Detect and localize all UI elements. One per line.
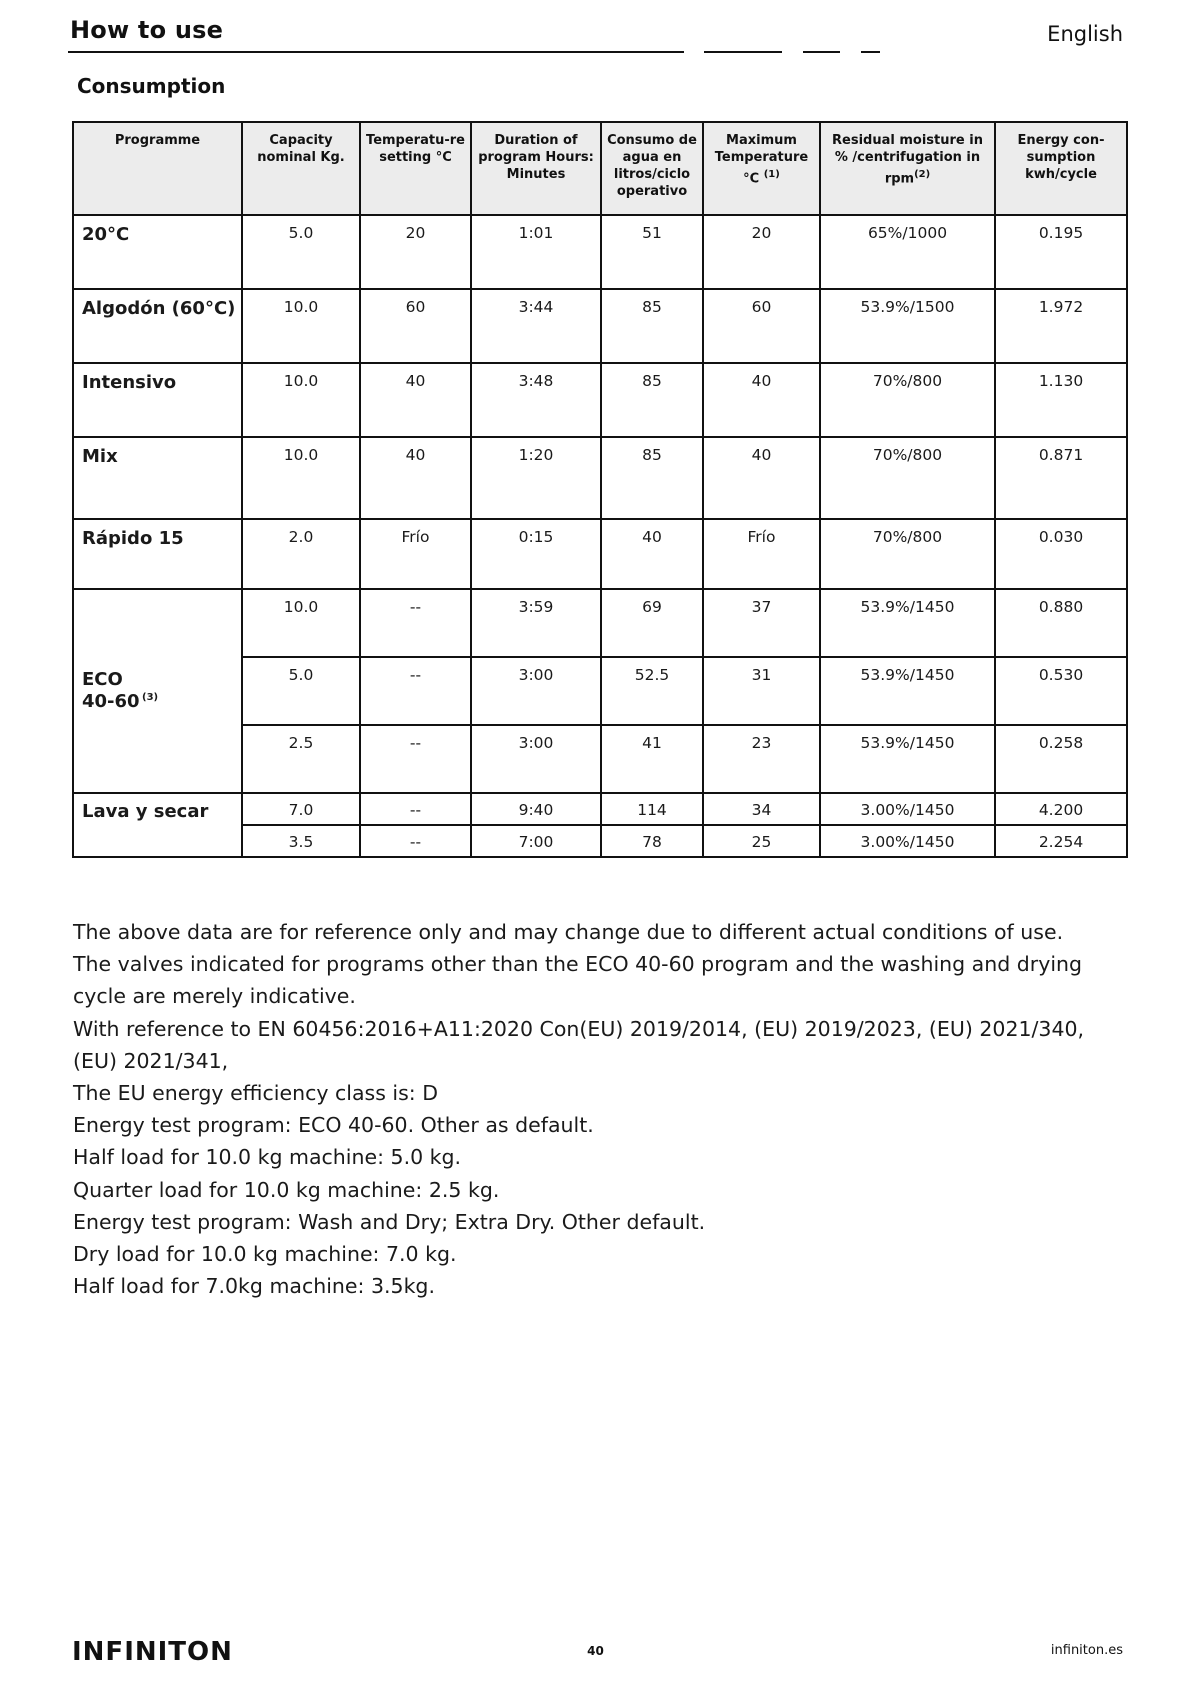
program-name: Intensivo	[73, 363, 242, 437]
table-cell: 0:15	[471, 519, 601, 589]
table-cell: 40	[703, 363, 820, 437]
header-max-temperature: Maximum Temperature °C $^{(1)}$	[703, 122, 820, 215]
table-cell: 31	[703, 657, 820, 725]
table-row	[73, 289, 1127, 363]
note-line: The valves indicated for programs other than the ECO 40-60 program and the washing and drying cycle are merely indicative.	[73, 952, 1083, 1009]
table-cell: 70%/800	[820, 437, 995, 519]
table-cell: 25	[703, 825, 820, 857]
program-name: Mix	[73, 437, 242, 519]
table-cell: 3:00	[471, 725, 601, 793]
program-name: ECO 40-60 $^{(3)}$	[73, 589, 242, 793]
table-row	[73, 437, 1127, 519]
table-cell: 3:48	[471, 363, 601, 437]
table-header-row	[73, 122, 1127, 215]
table-cell: 53.9%/1500	[820, 289, 995, 363]
language-label: English	[1047, 22, 1123, 46]
table-cell: 20	[360, 215, 471, 289]
table-cell: 23	[703, 725, 820, 793]
header-duration: Duration of program Hours: Minutes	[471, 122, 601, 215]
table-cell: 3:00	[471, 657, 601, 725]
table-cell: 60	[703, 289, 820, 363]
table-cell: 78	[601, 825, 703, 857]
header-residual-moisture: Residual moisture in % /centrifugation in rpm$^{(2)}$	[820, 122, 995, 215]
table-cell: 85	[601, 437, 703, 519]
note-line: The above data are for reference only and may change due to different actual conditions of use.	[73, 920, 1064, 944]
table-cell: 114	[601, 793, 703, 825]
table-cell: 40	[601, 519, 703, 589]
program-name: Rápido 15	[73, 519, 242, 589]
table-cell: 69	[601, 589, 703, 657]
table-cell: 1.972	[995, 289, 1127, 363]
table-cell: 3:44	[471, 289, 601, 363]
note-line: Quarter load for 10.0 kg machine: 2.5 kg.	[73, 1177, 500, 1202]
table-cell: 5.0	[242, 215, 360, 289]
table-cell: 0.530	[995, 657, 1127, 725]
table-cell: 0.880	[995, 589, 1127, 657]
table-cell: 7:00	[471, 825, 601, 857]
note-line: Energy test program: ECO 40-60. Other as default.	[73, 1113, 594, 1138]
table-row	[73, 519, 1127, 589]
header-water-consumption: Consumo de agua en litros/ciclo operativo	[601, 122, 703, 215]
table-cell: 10.0	[242, 363, 360, 437]
table-cell: 60	[360, 289, 471, 363]
table-cell: 70%/800	[820, 519, 995, 589]
table-cell: --	[360, 589, 471, 657]
footnote-marker: (3)	[142, 692, 159, 703]
table-cell: Frío	[703, 519, 820, 589]
note-line: Dry load for 10.0 kg machine: 7.0 kg.	[73, 1242, 457, 1267]
footnote-marker: (1)	[763, 169, 780, 180]
note-line: Energy test program: Wash and Dry; Extra Dry. Other default.	[73, 1209, 706, 1234]
table-cell: 1:20	[471, 437, 601, 519]
table-cell: 40	[360, 437, 471, 519]
website-link[interactable]: infiniton.es	[1050, 1643, 1123, 1658]
table-cell: 3.00%/1450	[820, 793, 995, 825]
table-row	[73, 589, 1127, 657]
header-rule-segment	[861, 51, 880, 53]
note-line: Half load for 10.0 kg machine: 5.0 kg.	[73, 1145, 462, 1170]
section-title: Consumption	[77, 74, 226, 98]
table-cell: 65%/1000	[820, 215, 995, 289]
table-cell: 2.254	[995, 825, 1127, 857]
table-cell: 41	[601, 725, 703, 793]
table-cell: 52.5	[601, 657, 703, 725]
page-number: 40	[587, 1644, 604, 1658]
table-cell: 2.5	[242, 725, 360, 793]
table-cell: 10.0	[242, 289, 360, 363]
header-rule	[68, 51, 684, 53]
table-cell: 53.9%/1450	[820, 725, 995, 793]
table-cell: 51	[601, 215, 703, 289]
table-cell: 0.871	[995, 437, 1127, 519]
header-capacity: Capacity nominal Kg.	[242, 122, 360, 215]
table-cell: 53.9%/1450	[820, 657, 995, 725]
table-cell: --	[360, 825, 471, 857]
table-cell: 3.5	[242, 825, 360, 857]
table-cell: --	[360, 725, 471, 793]
table-cell: --	[360, 793, 471, 825]
brand-logo: INFINITON	[72, 1637, 233, 1667]
table-cell: 40	[360, 363, 471, 437]
notes-block	[73, 916, 1133, 1302]
table-cell: 37	[703, 589, 820, 657]
table-cell: 85	[601, 289, 703, 363]
header-rule-segment	[803, 51, 840, 53]
note-line: Half load for 7.0kg machine: 3.5kg.	[73, 1274, 435, 1299]
table-cell: 0.195	[995, 215, 1127, 289]
table-cell: 7.0	[242, 793, 360, 825]
table-cell: 53.9%/1450	[820, 589, 995, 657]
table-cell: 34	[703, 793, 820, 825]
table-cell: Frío	[360, 519, 471, 589]
table-cell: 9:40	[471, 793, 601, 825]
program-name: 20°C	[73, 215, 242, 289]
table-cell: 3:59	[471, 589, 601, 657]
table-cell: 1:01	[471, 215, 601, 289]
table-cell: 10.0	[242, 437, 360, 519]
table-cell: 20	[703, 215, 820, 289]
table-row	[73, 363, 1127, 437]
footnote-marker: (2)	[914, 169, 931, 180]
table-cell: 2.0	[242, 519, 360, 589]
note-line: The EU energy efficiency class is: D	[73, 1081, 438, 1106]
table-cell: 0.030	[995, 519, 1127, 589]
note-line: With reference to EN 60456:2016+A11:2020 Con(EU) 2019/2014, (EU) 2019/2023, (EU) 2021/340, (EU) 2021/341,	[73, 1016, 1085, 1073]
program-name: Lava y secar	[73, 793, 242, 857]
table-row	[73, 215, 1127, 289]
table-cell: 85	[601, 363, 703, 437]
page-header-title: How to use	[70, 16, 224, 44]
consumption-table	[72, 121, 1128, 858]
table-cell: --	[360, 657, 471, 725]
table-cell: 1.130	[995, 363, 1127, 437]
program-name: Algodón (60°C)	[73, 289, 242, 363]
table-cell: 70%/800	[820, 363, 995, 437]
table-cell: 40	[703, 437, 820, 519]
header-rule-segment	[704, 51, 782, 53]
header-energy-consumption: Energy con-sumption kwh/cycle	[995, 122, 1127, 215]
table-cell: 0.258	[995, 725, 1127, 793]
table-cell: 4.200	[995, 793, 1127, 825]
table-row	[73, 793, 1127, 825]
header-temperature-setting: Temperatu-re setting °C	[360, 122, 471, 215]
table-cell: 5.0	[242, 657, 360, 725]
table-cell: 3.00%/1450	[820, 825, 995, 857]
table-cell: 10.0	[242, 589, 360, 657]
header-programme: Programme	[73, 122, 242, 215]
